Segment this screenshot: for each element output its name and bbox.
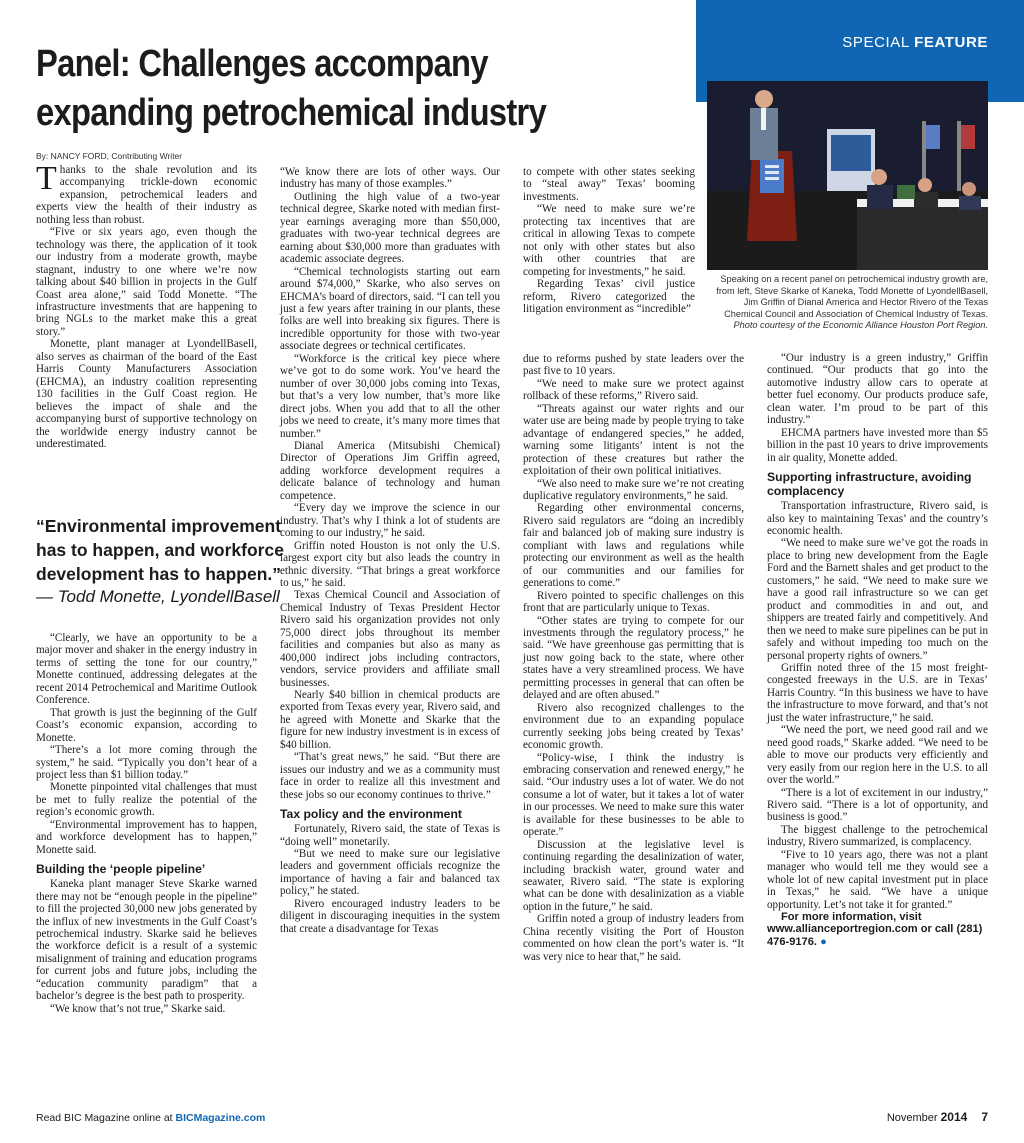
article-paragraph: “Five to 10 years ago, there was not a plant manager who would tell me they would see a whole lot of new capital investment put in place in Texas,” he said. “We have a unique opportunity. Let’s not take it for granted.” — [767, 848, 988, 911]
article-paragraph: Griffin noted a group of industry leaders from China recently visiting the Port of Houston commented on how clean the port’s water is. “It was very nice to hear that,” he said. — [523, 913, 744, 963]
footer-issue-info — [887, 1110, 988, 1124]
article-paragraph: “Policy-wise, I think the industry is embracing conservation and renewed energy,” he said. “Our industry uses a lot of water. We do not consume a lot of water, but it takes a lot of water in our processes. We need to make sure this water is available for these businesses to be able to operate.” — [523, 751, 744, 839]
article-paragraph: “There’s a lot more coming through the system,” he said. “Typically you don’t hear of a project less than $1 billion today.” — [36, 744, 257, 781]
article-column-3 — [523, 166, 695, 315]
article-paragraph: “We need the port, we need good rail and we need good roads,” Skarke added. “We need to be able to move our products very efficiently and very easily from our region here in the U.S. to all over the world.” — [767, 724, 988, 787]
end-bullet-icon: ● — [820, 935, 827, 948]
article-column-3-lower — [523, 353, 744, 963]
article-paragraph: “Workforce is the critical key piece where we’ve got to do some work. You’ve heard the number of over 30,000 jobs coming into Texas, but that’s a very low number, that’s more like direct jobs. When you add that to all the other jobs we need to create, it’s many more times that number.” — [280, 352, 500, 440]
panel-photo — [707, 81, 988, 270]
article-paragraph: Kaneka plant manager Steve Skarke warned there may not be “enough people in the pipeline” to fill the projected 30,000 new jobs generated by the influx of new investments in the Gulf Coast’s petrochemical industry. Skarke said he believes the workforce deficit is a result of a systemic misalignment of training and education programs for current jobs and future jobs, including the “education community paradigm” that a bachelor’s degree is the best path to prosperity. — [36, 878, 257, 1003]
article-paragraph: “We need to make sure we protect against rollback of these reforms,” Rivero said. — [523, 377, 744, 403]
article-paragraph: “Our industry is a green industry,” Griffin continued. “Our products that go into the automotive industry allow cars to operate at better fuel economy. Our products produce safe, clean water. I’m proud to be part of this industry.” — [767, 352, 988, 427]
subheading-people-pipeline: Building the ‘people pipeline’ — [36, 862, 206, 877]
section-label-light: SPECIAL — [842, 34, 915, 51]
subheading-tax-policy: Tax policy and the environment — [280, 807, 462, 822]
more-info-text: For more information, visit www.allianceportregion.com or call (281) 476-9176. — [767, 911, 983, 948]
article-paragraph: Rivero encouraged industry leaders to be diligent in discouraging inequities in the system that create a disadvantage for Texas — [280, 897, 500, 935]
article-paragraph: “We know that’s not true,” Skarke said. — [50, 1002, 226, 1015]
article-paragraph: Texas Chemical Council and Association of Chemical Industry of Texas President Hector Rivero said his organization provides not only 75,000 direct jobs throughout its member facilities and companies but also as many as 400,000 indirect jobs including contractors, vendors, service providers and affiliate small businesses. — [280, 589, 500, 689]
article-paragraph: Griffin noted three of the 15 most freight-congested freeways in the U.S. are in Texas’ Harris Country. “In this business we have to have the infrastructure to move forward, and that’s not just the water infrastructure,” he said. — [767, 661, 988, 724]
pull-quote — [36, 514, 286, 608]
article-paragraph: to compete with other states seeking to “steal away” Texas’ booming investments. — [523, 166, 695, 203]
article-paragraph: “Other states are trying to compete for our investments through the regulatory process,” he said. “We have greenhouse gas permitting that is just now going back to the state, where other states have a very streamlined process. We have permitting processes in general that can often be delayed and are often abused.” — [523, 614, 744, 702]
footer-website-link[interactable]: BICMagazine.com — [175, 1112, 266, 1124]
article-paragraph: “Chemical technologists starting out earn around $74,000,” Skarke, who also serves on EHCMA’s board of directors, said. “I can tell you just a few years after training in our plants, these folks are well into breaking six figures. There is incredible opportunity for those with two-year associate degrees or technical certificates. — [280, 265, 500, 353]
article-column-4 — [767, 352, 988, 948]
article-paragraph: “We know there are lots of other ways. Our industry has many of those examples.” — [280, 166, 500, 191]
article-paragraph: Discussion at the legislative level is continuing regarding the desalinization of water, including brackish water, ground water and seawater, Rivero said. “The state is exploring what can be done with desalinization as a viable option in the future,” he said. — [523, 838, 744, 913]
article-paragraph: Rivero pointed to specific challenges on this front that are particularly unique to Texas. — [523, 589, 744, 615]
article-paragraph: Griffin noted Houston is not only the U.S. largest export city but also leads the country in ethnic diversity. “That brings a great workforce to us,” he said. — [280, 539, 500, 589]
article-paragraph: “Threats against our water rights and our water use are being made by people trying to take advantage of endangered species,” he added, warning some litigants’ intent is not the protection of these creatures but rather the exploitation of their own political initiatives. — [523, 402, 744, 478]
issue-year: 2014 — [940, 1110, 968, 1124]
article-headline: Panel: Challenges accompany expanding petrochemical industry — [36, 43, 547, 134]
article-paragraph: Fortunately, Rivero said, the state of Texas is “doing well” monetarily. — [280, 823, 500, 848]
photo-caption — [707, 274, 988, 332]
page-number: 7 — [981, 1110, 988, 1124]
more-info-note — [767, 911, 988, 948]
article-paragraph: “Clearly, we have an opportunity to be a major mover and shaker in the energy industry in terms of setting the tone for our country,” Monette continued, addressing delegates at the recent 2014 Petrochemical and Maritime Outlook Conference. — [36, 632, 257, 707]
article-paragraph: “Every day we improve the science in our industry. That’s why I think a lot of students are coming to our industry,” he said. — [280, 502, 500, 540]
article-paragraph: “That’s great news,” he said. “But there are issues our industry and we as a community must face in order to realize all this investment and these jobs so our economy continues to thrive.” — [280, 751, 500, 801]
issue-month: November — [886, 1112, 941, 1124]
byline: By: NANCY FORD, Contributing Writer — [36, 151, 183, 161]
article-paragraph: “Five or six years ago, even though the technology was there, the application of it took our industry from a moderate growth, maybe stagnant, industry to one where we’re now talking about $40 billion in projects in the Gulf Coast area alone,” said Todd Monette. “The infrastructure investments that are happening to bring NGLs to the market make this a great story.” — [36, 226, 257, 338]
article-paragraph: due to reforms pushed by state leaders over the past five to 10 years. — [523, 353, 744, 378]
article-paragraph: That growth is just the beginning of the Gulf Coast’s economic expansion, according to Monette. — [36, 706, 257, 744]
article-paragraph: The biggest challenge to the petrochemical industry, Rivero summarized, is complacency. — [767, 823, 988, 849]
pull-quote-text: “Environmental improvement has to happen, and workforce development has to happen.” — [36, 516, 284, 584]
subheading-infrastructure: Supporting infrastructure, avoiding complacency — [767, 470, 972, 499]
article-paragraph: “We also need to make sure we’re not creating duplicative regulatory environments,” he said. — [523, 477, 744, 502]
article-paragraph: “Environmental improvement has to happen, and workforce development has to happen,” Monette said. — [36, 818, 257, 856]
article-paragraph: Monette pinpointed vital challenges that must be met to fully realize the potential of the region’s economic growth. — [36, 781, 257, 819]
article-paragraph: “But we need to make sure our legislative leaders and government officials recognize the importance of having a fair and balanced tax policy,” he stated. — [280, 848, 500, 898]
article-column-2 — [280, 166, 500, 935]
article-column-1-lower — [36, 632, 257, 1015]
section-label-bold: FEATURE — [914, 34, 988, 51]
article-paragraph: Rivero also recognized challenges to the environment due to an expanding populace currently seeking jobs being created by Texas’ economic growth. — [523, 701, 744, 752]
section-label — [842, 34, 988, 51]
article-paragraph: Regarding other environmental concerns, Rivero said regulators are “doing an incredibly fair and balanced job of making sure industry is compliant with laws and regulations while protecting our environment as well as the health of our communities and our families for generations to come.” — [523, 502, 744, 590]
article-paragraph: “We need to make sure we’re protecting tax incentives that are critical in allowing Texas to compete not only with other states but also with other countries that are competing for investments,” he said. — [523, 203, 695, 278]
paragraph-text: hanks to the shale revolution and its accompanying trickle-down economic expansion, petrochemical leaders and experts view the health of their industry as nothing less than robust. — [36, 164, 257, 226]
article-paragraph: Regarding Texas’ civil justice reform, Rivero categorized the litigation environment as “incredible” — [523, 278, 695, 315]
article-paragraph: Outlining the high value of a two-year technical degree, Skarke noted with median first-year earnings averaging more than $50,000, graduates with two-year technical degrees are earning about $30,000 more than graduates with academic associate degrees. — [280, 190, 500, 266]
article-column-1 — [36, 160, 257, 450]
caption-credit: Photo courtesy of the Economic Alliance Houston Port Region. — [733, 320, 988, 331]
caption-text: Speaking on a recent panel on petrochemical industry growth are, from left, Steve Skarke of Kaneka, Todd Monette of LyondellBasell, Jim Griffin of Dianal America and Hector Rivero of the Texas Chemical Council and Association of Chemical Industry of Texas. — [716, 274, 988, 319]
article-paragraph: “We need to make sure we’ve got the roads in place to bring new development from the Eagle Ford and the Barnett shales and get product to the customers,” he said. “We need to make sure we have a good rail infrastructure so we can get product and commodities in and out, and shippers are treated fairly and competitively. And then we need to make sure pipelines can be put in safely and without impeding too much on the personal property rights of owners.” — [767, 537, 988, 662]
article-paragraph: Dianal America (Mitsubishi Chemical) Director of Operations Jim Griffin agreed, adding workforce development requires a delicate balance of technology and human competence. — [280, 439, 500, 502]
drop-cap: T — [36, 160, 57, 197]
article-paragraph: Monette, plant manager at LyondellBasell, also serves as chairman of the board of the East Harris County Manufacturers Association (EHCMA), an industry coalition representing 130 facilities in the Gulf Coast region. He believes the impact of shale and the accompanying burst of supportive technology on the worldwide energy industry cannot be underestimated. — [36, 338, 257, 450]
article-paragraph: Nearly $40 billion in chemical products are exported from Texas every year, Rivero said, and he agreed with Monette and Skarke that the figure for new industry investment is in excess of $40 billion. — [280, 689, 500, 751]
article-paragraph: “There is a lot of excitement in our industry,” Rivero said. “There is a lot of opportunity, and business is good.” — [767, 786, 988, 824]
article-paragraph: Transportation infrastructure, Rivero said, is also key to maintaining Texas’ and the country’s economic health. — [767, 500, 988, 537]
article-paragraph — [36, 160, 257, 226]
pull-quote-attribution: — Todd Monette, LyondellBasell — [36, 587, 280, 606]
article-paragraph: EHCMA partners have invested more than $5 billion in the past 10 years to drive improvements in air quality, Monette added. — [767, 426, 988, 464]
panel-photo-illustration — [707, 81, 988, 270]
footer-read-online — [36, 1112, 265, 1124]
footer-read-text: Read BIC Magazine online at — [36, 1112, 176, 1124]
